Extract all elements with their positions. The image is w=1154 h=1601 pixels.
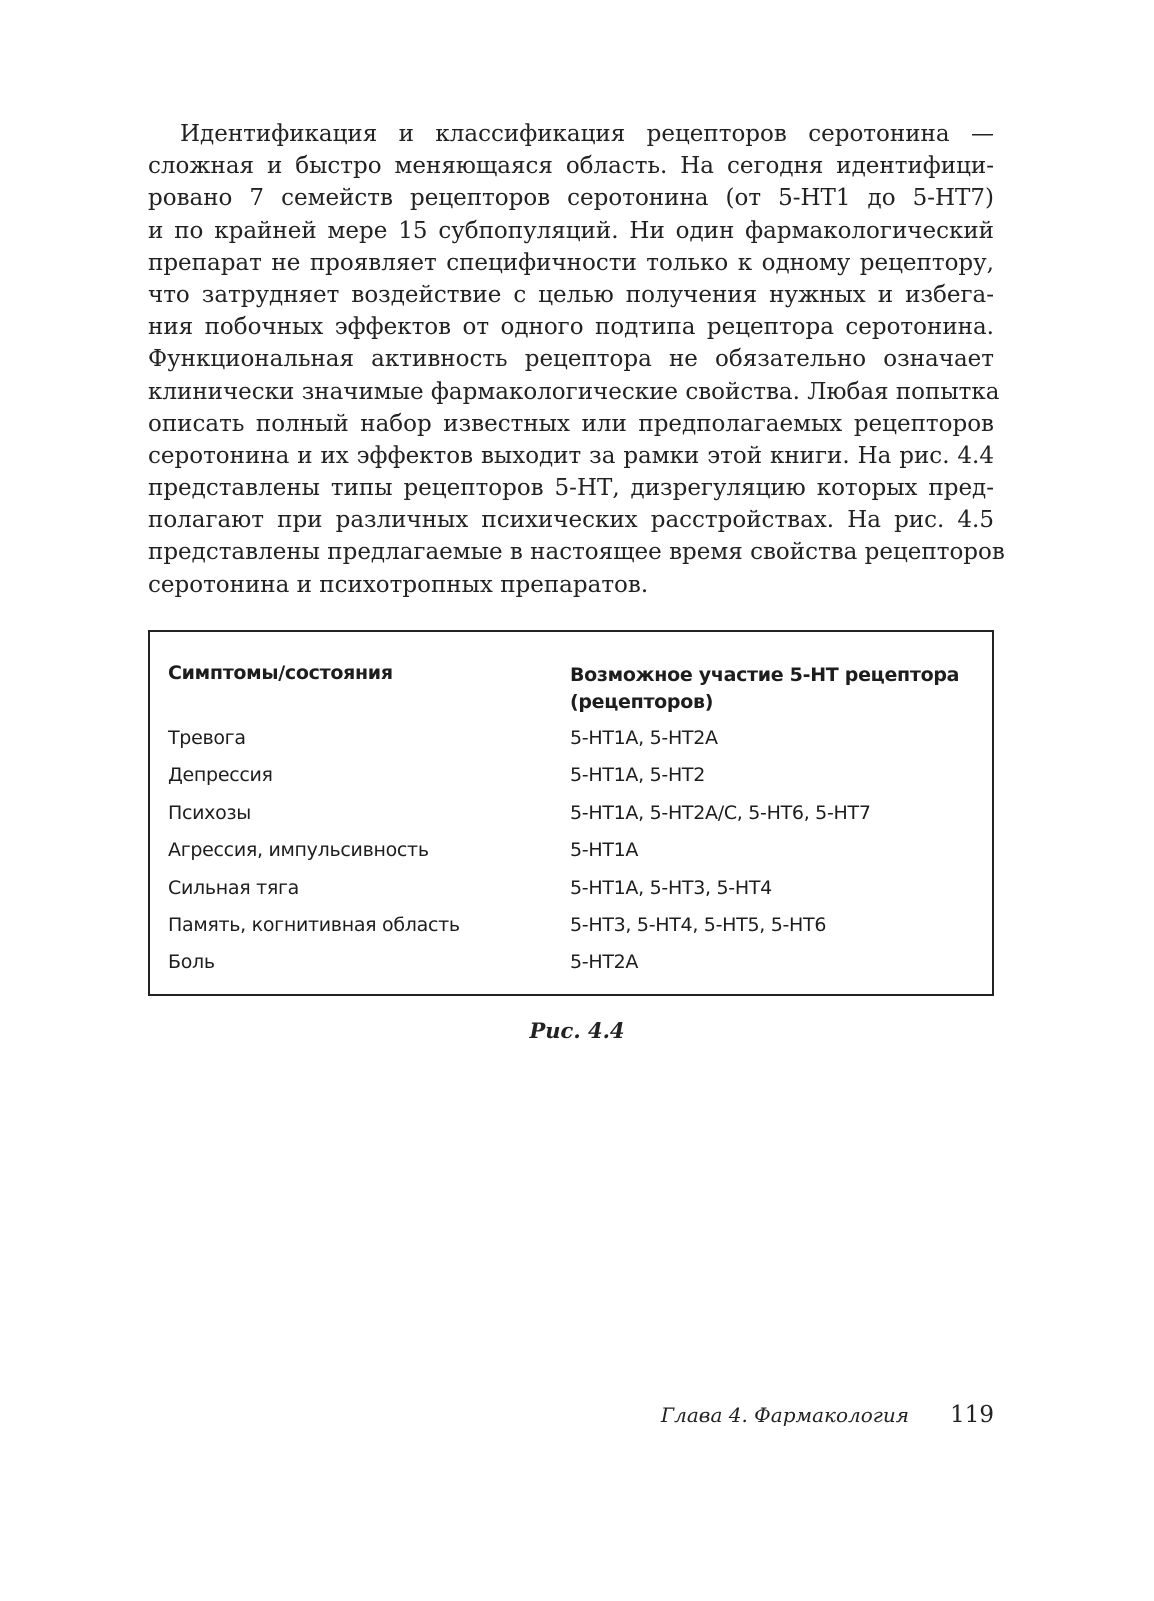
paragraph-line: что затрудняет воздействие с целью получения нужных и избега- xyxy=(148,281,994,308)
paragraph-line: и по крайней мере 15 субпопуляций. Ни один фармакологический xyxy=(148,217,994,244)
table-body xyxy=(168,722,974,984)
page-footer xyxy=(661,1402,994,1428)
paragraph-line: серотонина и их эффектов выходит за рамки этой книги. На рис. 4.4 xyxy=(148,442,994,469)
figure-table xyxy=(148,630,994,996)
paragraph-line: ния побочных эффектов от одного подтипа рецептора серотонина. xyxy=(148,314,994,341)
table-row xyxy=(168,759,974,796)
paragraph-line: Функциональная активность рецептора не обязательно означает xyxy=(148,346,994,373)
symptom-cell: Психозы xyxy=(168,801,251,824)
symptom-cell: Боль xyxy=(168,951,215,974)
table-row xyxy=(168,872,974,909)
table-row xyxy=(168,722,974,759)
table-row xyxy=(168,946,974,983)
receptor-cell: 5-HT1A, 5-HT2A/C, 5-HT6, 5-HT7 xyxy=(570,801,871,824)
table-row xyxy=(168,834,974,871)
symptom-cell: Сильная тяга xyxy=(168,876,300,899)
body-paragraph xyxy=(148,118,1005,601)
receptor-cell: 5-HT1A, 5-HT2A xyxy=(570,727,718,749)
receptor-cell: 5-HT1A xyxy=(570,839,639,862)
paragraph-line: представлены предлагаемые в настоящее время свойства рецепторов xyxy=(148,539,1005,566)
table-header xyxy=(168,662,974,718)
receptor-cell: 5-HT3, 5-HT4, 5-HT5, 5-HT6 xyxy=(570,913,827,936)
receptor-cell: 5-HT2A xyxy=(570,951,639,974)
page-number: 119 xyxy=(950,1402,994,1428)
header-receptors-line1: Возможное участие 5-НТ рецептора xyxy=(570,664,960,686)
symptom-cell: Агрессия, импульсивность xyxy=(168,839,429,862)
receptor-cell: 5-HT1A, 5-HT2 xyxy=(570,764,706,787)
paragraph-line: препарат не проявляет специфичности только к одному рецептору, xyxy=(148,249,994,276)
figure-caption: Рис. 4.4 xyxy=(529,1018,625,1043)
receptor-cell: 5-HT1A, 5-HT3, 5-HT4 xyxy=(570,876,772,899)
paragraph-line: описать полный набор известных или предполагаемых рецепторов xyxy=(148,410,994,437)
header-symptoms: Симптомы/состояния xyxy=(168,662,393,684)
paragraph-line: клинически значимые фармакологические свойства. Любая попытка xyxy=(148,378,1000,405)
paragraph-line: серотонина и психотропных препаратов. xyxy=(148,571,649,598)
header-receptors-line2: (рецепторов) xyxy=(570,691,714,713)
header-receptors xyxy=(570,662,970,716)
paragraph-line: сложная и быстро меняющаяся область. На сегодня идентифици- xyxy=(148,153,994,180)
paragraph-line: ровано 7 семейств рецепторов серотонина (от 5-НТ1 до 5-НТ7) xyxy=(148,185,994,212)
chapter-title: Глава 4. Фармакология xyxy=(660,1403,909,1427)
symptom-cell: Память, когнитивная область xyxy=(168,913,460,936)
paragraph-line: полагают при различных психических расстройствах. На рис. 4.5 xyxy=(148,507,994,534)
table-row xyxy=(168,797,974,834)
table-row xyxy=(168,909,974,946)
symptom-cell: Депрессия xyxy=(168,764,273,787)
paragraph-line: Идентификация и классификация рецепторов серотонина — xyxy=(180,121,994,147)
symptom-cell: Тревога xyxy=(168,727,246,749)
paragraph-line: представлены типы рецепторов 5-НТ, дизрегуляцию которых пред- xyxy=(148,475,994,502)
